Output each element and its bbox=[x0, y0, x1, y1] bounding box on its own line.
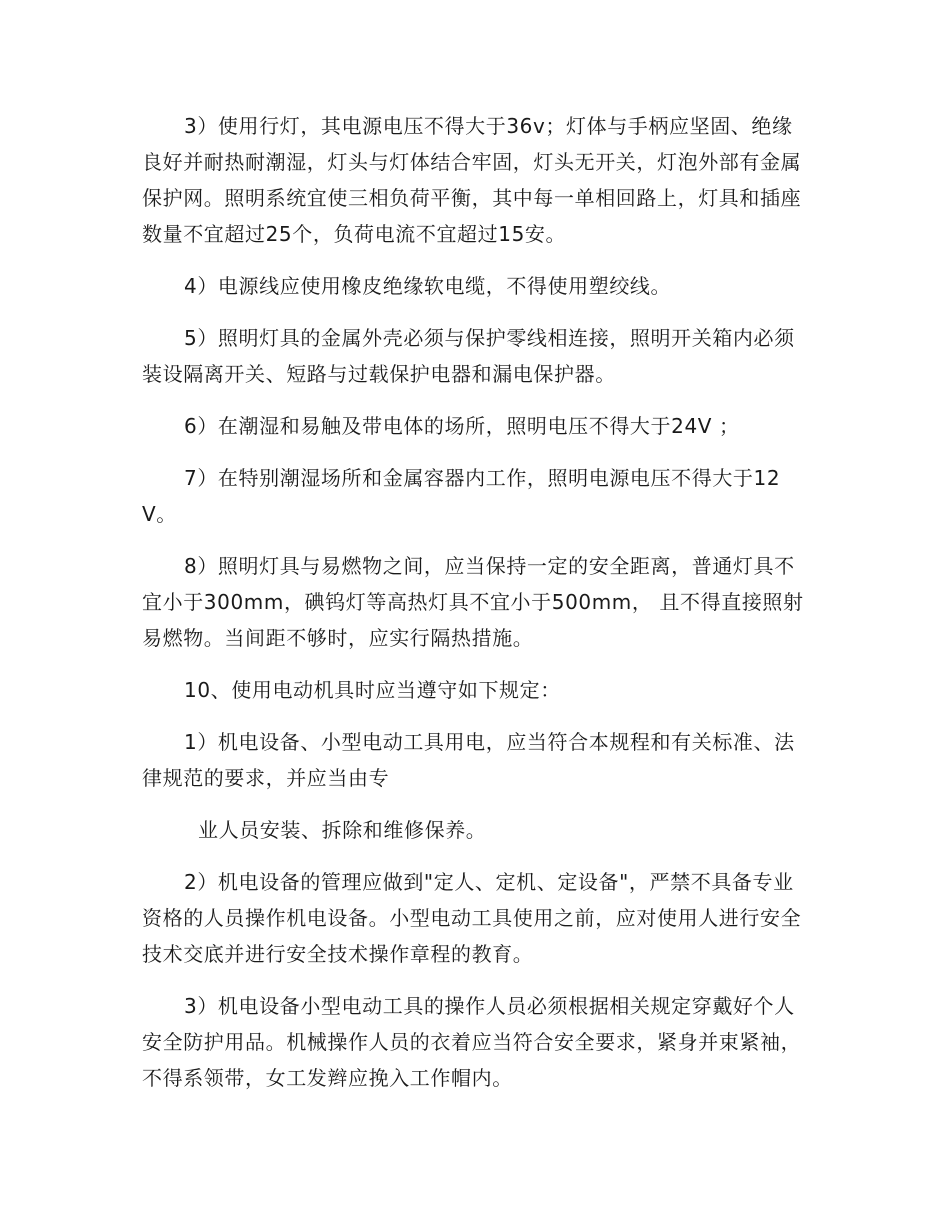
paragraph-item-3-protective-gear: 3）机电设备小型电动工具的操作人员必须根据相关规定穿戴好个人安全防护用品。机械操作人员的衣着应当符合安全要求，紧身并束紧袖，不得系领带，女工发辫应挽入工作帽内。 bbox=[142, 994, 802, 1090]
paragraph-item-5-grounding: 5）照明灯具的金属外壳必须与保护零线相连接，照明开关箱内必须装设隔离开关、短路与过载保护电器和漏电保护器。 bbox=[142, 326, 795, 386]
paragraph-item-7-container-voltage: 7）在特别潮湿场所和金属容器内工作，照明电源电压不得大于12V。 bbox=[142, 466, 781, 526]
paragraph-item-3-lamp: 3）使用行灯，其电源电压不得大于36v；灯体与手柄应坚固、绝缘良好并耐热耐潮湿，灯头与灯体结合牢固，灯头无开关，灯泡外部有金属保护网。照明系统宜使三相负荷平衡，其中每一单相回路上，灯具和插座数量不宜超过25个，负荷电流不宜超过15安。 bbox=[142, 114, 802, 246]
paragraph-item-1-continuation: 业人员安装、拆除和维修保养。 bbox=[198, 818, 487, 842]
paragraph-item-1-equipment: 1）机电设备、小型电动工具用电，应当符合本规程和有关标准、法律规范的要求，并应当由专 bbox=[142, 730, 795, 790]
section-heading-10-power-tools: 10、使用电动机具时应当遵守如下规定： bbox=[184, 678, 561, 702]
paragraph-item-6-humid-voltage: 6）在潮湿和易触及带电体的场所，照明电压不得大于24V ； bbox=[184, 414, 740, 438]
document-body bbox=[142, 108, 810, 1112]
paragraph-item-4-cable: 4）电源线应使用橡皮绝缘软电缆，不得使用塑绞线。 bbox=[184, 274, 672, 298]
paragraph-item-8-distance: 8）照明灯具与易燃物之间，应当保持一定的安全距离，普通灯具不宜小于300mm，碘钨灯等高热灯具不宜小于500mm， 且不得直接照射易燃物。当间距不够时，应实行隔热措施。 bbox=[142, 554, 804, 650]
paragraph-item-2-management: 2）机电设备的管理应做到"定人、定机、定设备"，严禁不具备专业资格的人员操作机电设备。小型电动工具使用之前，应对使用人进行安全技术交底并进行安全技术操作章程的教育。 bbox=[142, 870, 802, 966]
